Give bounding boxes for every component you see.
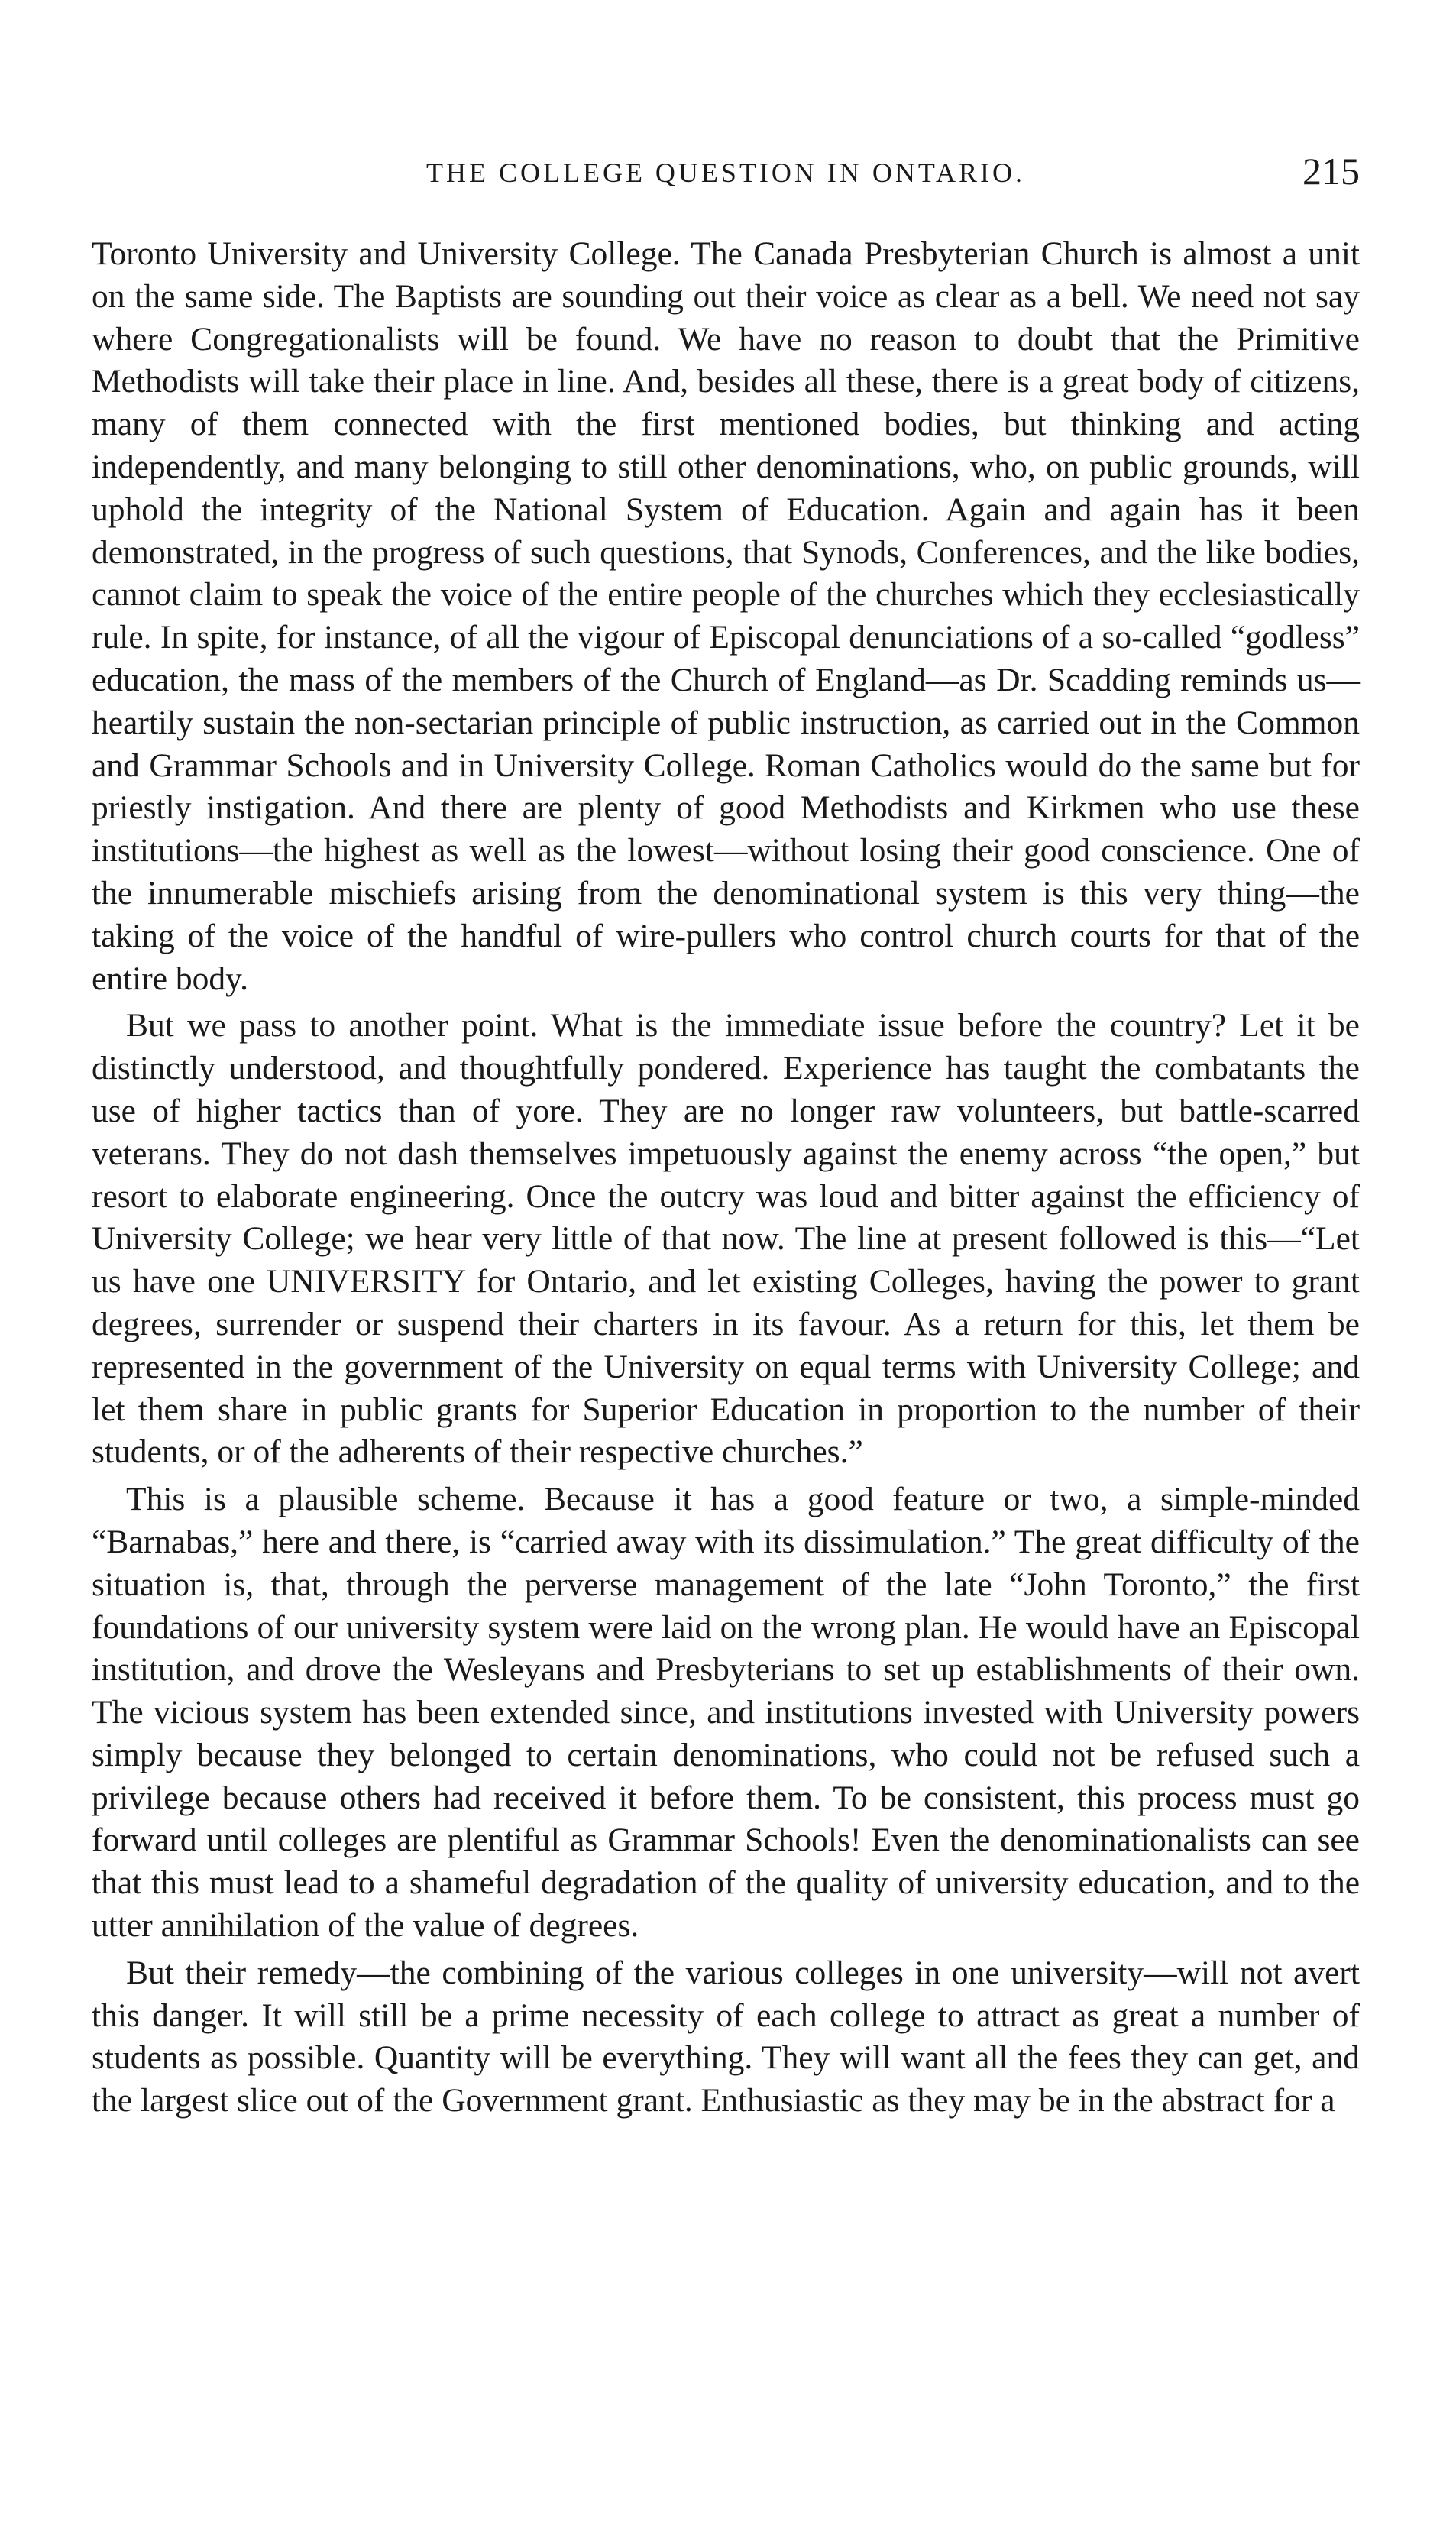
running-title: THE COLLEGE QUESTION IN ONTARIO. [425, 157, 1025, 188]
page-number: 215 [1302, 150, 1360, 193]
paragraph-4: But their remedy—the combining of the various colleges in one university—will not avert this danger. It will still be a prime necessity of each college to attract as great a number of students as possible. Quantity will be everything. They will want all the fees they can get, and the largest slice out of the Government grant. Enthusiastic as they may be in the abstract for a [92, 1954, 1360, 2120]
running-header [92, 149, 1360, 210]
paragraph-1: Toronto University and University College. The Canada Presbyterian Church is almost a unit on the same side. The Baptists are sounding out their voice as clear as a bell. We need not say where Congregationalists will be found. We have no reason to doubt that the Primitive Methodists will take their place in line. And, besides all these, there is a great body of citizens, many of them connected with the first mentioned bodies, but thinking and acting independently, and many belonging to still other denominations, who, on public grounds, will uphold the integrity of the National System of Education. Again and again has it been demonstrated, in the progress of such questions, that Synods, Conferences, and the like bodies, cannot claim to speak the voice of the entire people of the churches which they ecclesiastically rule. In spite, for instance, of all the vigour of Episcopal denunciations of a so-called “godless” education, the mass of the members of the Church of England—as Dr. Scadding reminds us—heartily sustain the non-sectarian principle of public instruction, as carried out in the Common and Grammar Schools and in University College. Roman Catholics would do the same but for priestly instigation. And there are plenty of good Methodists and Kirkmen who use these institutions—the highest as well as the lowest—without losing their good conscience. One of the innumerable mischiefs arising from the denominational system is this very thing—the taking of the voice of the handful of wire-pullers who control church courts for that of the entire body. [92, 235, 1360, 997]
paragraph-2: But we pass to another point. What is the immediate issue before the country? Let it be distinctly understood, and thoughtfully pondered. Experience has taught the combatants the use of higher tactics than of yore. They are no longer raw volunteers, but battle-scarred veterans. They do not dash themselves impetuously against the enemy across “the open,” but resort to elaborate engineering. Once the outcry was loud and bitter against the efficiency of University College; we hear very little of that now. The line at present followed is this—“Let us have one UNIVERSITY for Ontario, and let existing Colleges, having the power to grant degrees, surrender or suspend their charters in its favour. As a return for this, let them be represented in the government of the University on equal terms with University College; and let them share in public grants for Superior Education in proportion to the number of their students, or of the adherents of their respective churches.” [92, 1007, 1360, 1471]
book-page [92, 149, 1360, 2127]
body-text [92, 233, 1360, 2123]
paragraph-3: This is a plausible scheme. Because it has a good feature or two, a simple-minded “Barnabas,” here and there, is “carried away with its dissimulation.” The great difficulty of the situation is, that, through the perverse management of the late “John Toronto,” the first foundations of our university system were laid on the wrong plan. He would have an Episcopal institution, and drove the Wesleyans and Presbyterians to set up establishments of their own. The vicious system has been extended since, and institutions invested with University powers simply because they belonged to certain denominations, who could not be refused such a privilege because others had received it before them. To be consistent, this process must go forward until colleges are plentiful as Grammar Schools! Even the denominationalists can see that this must lead to a shameful degradation of the quality of university education, and to the utter annihilation of the value of degrees. [92, 1481, 1360, 1945]
